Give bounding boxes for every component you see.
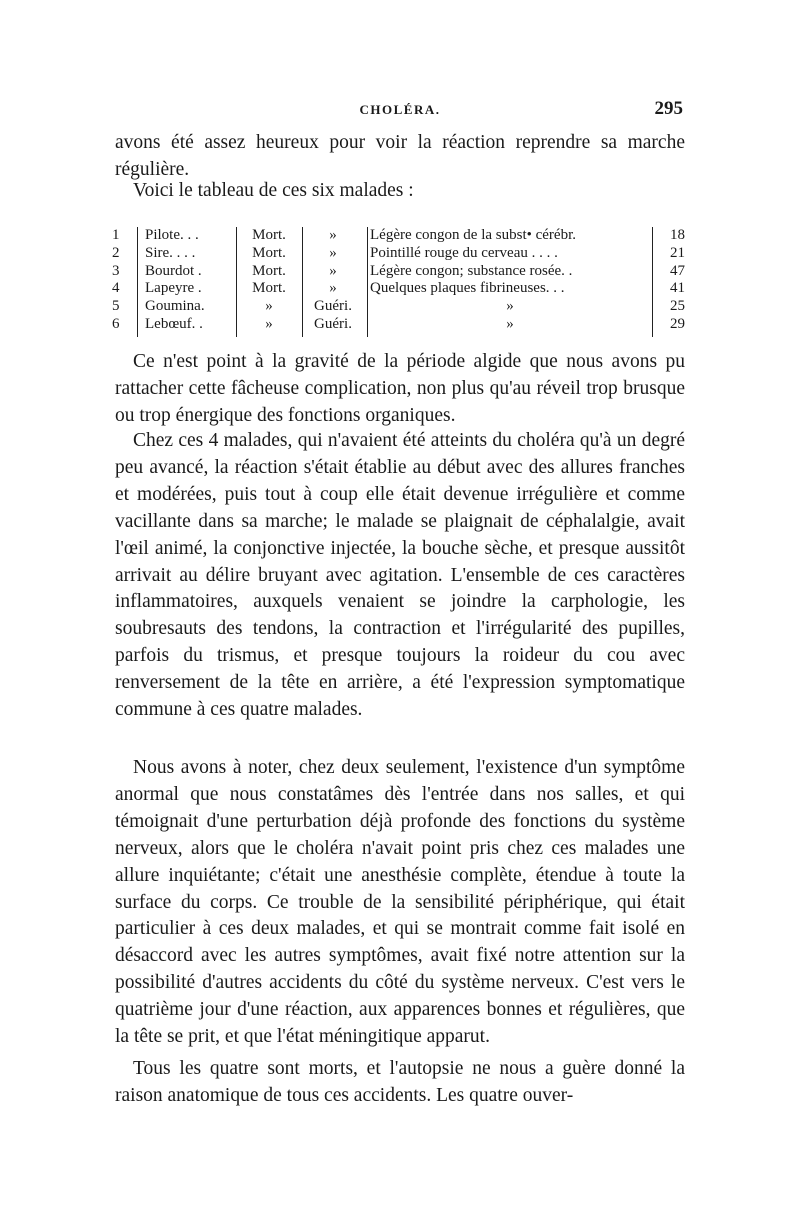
patient-name: Goumina.: [145, 298, 205, 315]
patient-name: Pilote. . .: [145, 227, 199, 243]
days-count: 25: [670, 298, 685, 315]
autopsy-findings: Légère congon; substance rosée. .: [370, 262, 573, 279]
days-count: 18: [670, 227, 685, 243]
table-row: [112, 263, 687, 281]
autopsy-findings: »: [506, 298, 514, 315]
outcome-dead: »: [265, 315, 273, 332]
paragraph-3: Ce n'est point à la gravité de la période algide que nous avons pu rattacher cette fâcheuse complication, non plus qu'au réveil trop brusque ou trop énergique des fonctions organiques.: [115, 351, 685, 426]
outcome-cured: »: [329, 227, 337, 243]
days-count: 21: [670, 244, 685, 261]
row-number: 4: [112, 280, 120, 297]
outcome-dead: Mort.: [252, 280, 286, 297]
autopsy-findings: Pointillé rouge du cerveau . . . .: [370, 244, 558, 261]
autopsy-findings: Légère congon de la subst• cérébr.: [370, 227, 577, 243]
outcome-cured: »: [329, 262, 337, 279]
page-number: 295: [654, 98, 683, 119]
page-header: [115, 98, 685, 122]
patient-name: Lebœuf. .: [145, 315, 203, 332]
paragraph-6: Tous les quatre sont morts, et l'autopsie ne nous a guère donné la raison anatomique de tous ces accidents. Les quatre ouver-: [115, 1058, 685, 1106]
outcome-dead: Mort.: [252, 262, 286, 279]
outcome-cured: »: [329, 244, 337, 261]
paragraph-5: Nous avons à noter, chez deux seulement, l'existence d'un symptôme anormal que nous constatâmes dès l'entrée dans nos salles, et qui témoignait d'une perturbation déjà profonde des fonctions du système nerveux, alors que le choléra n'avait point pris chez ces malades une allure inquiétante; c'était une anesthésie complète, étendue à toute la surface du corps. Ce trouble de la sensibilité périphérique, qui était particulier à ces deux malades, et qui se montrait comme fait isolé en désaccord avec les autres symptômes, avait fixé notre attention sur la possibilité d'autres accidents du côté du système nerveux. C'est vers le quatrième jour d'une réaction, aux apparences bonnes et régulières, que la tête se prit, et que l'état méningitique apparut.: [115, 757, 685, 1048]
table-row: [112, 245, 687, 263]
patient-name: Sire. . . .: [145, 244, 196, 261]
table-row: [112, 280, 687, 298]
paragraph-2: Voici le tableau de ces six malades :: [133, 180, 414, 201]
row-number: 5: [112, 298, 120, 315]
row-number: 6: [112, 315, 120, 332]
table-row: [112, 227, 687, 245]
outcome-cured: Guéri.: [314, 315, 352, 332]
autopsy-findings: Quelques plaques fibrineuses. . .: [370, 280, 565, 297]
paragraph-4: Chez ces 4 malades, qui n'avaient été atteints du choléra qu'à un degré peu avancé, la réaction s'était établie au début avec des allures franches et modérées, puis tout à coup elle était devenue irrégulière et comme vacillante dans sa marche; le malade se plaignait de céphalalgie, avait l'œil animé, la conjonctive injectée, la bouche sèche, et presque aussitôt arrivait au délire bruyant avec agitation. L'ensemble de ces caractères inflammatoires, auxquels venaient se joindre la carphologie, les soubresauts des tendons, la contraction et l'irrégularité des pupilles, parfois du trismus, et presque toujours la roideur du cou avec renversement de la tête en arrière, a été l'expression symptomatique commune à ces quatre malades.: [115, 430, 685, 721]
outcome-cured: Guéri.: [314, 298, 352, 315]
patient-name: Lapeyre .: [145, 280, 202, 297]
row-number: 3: [112, 262, 120, 279]
days-count: 41: [670, 280, 685, 297]
outcome-dead: Mort.: [252, 244, 286, 261]
autopsy-findings: »: [506, 315, 514, 332]
row-number: 2: [112, 244, 120, 261]
outcome-dead: Mort.: [252, 227, 286, 243]
outcome-dead: »: [265, 298, 273, 315]
row-number: 1: [112, 227, 120, 243]
outcome-cured: »: [329, 280, 337, 297]
paragraph-1: avons été assez heureux pour voir la réaction reprendre sa marche régulière.: [115, 132, 685, 180]
table-row: [112, 316, 687, 334]
table-row: [112, 298, 687, 316]
patient-name: Bourdot .: [145, 262, 202, 279]
patients-table: [112, 227, 687, 334]
days-count: 29: [670, 315, 685, 332]
days-count: 47: [670, 262, 685, 279]
running-title: CHOLÉRA.: [359, 102, 441, 117]
